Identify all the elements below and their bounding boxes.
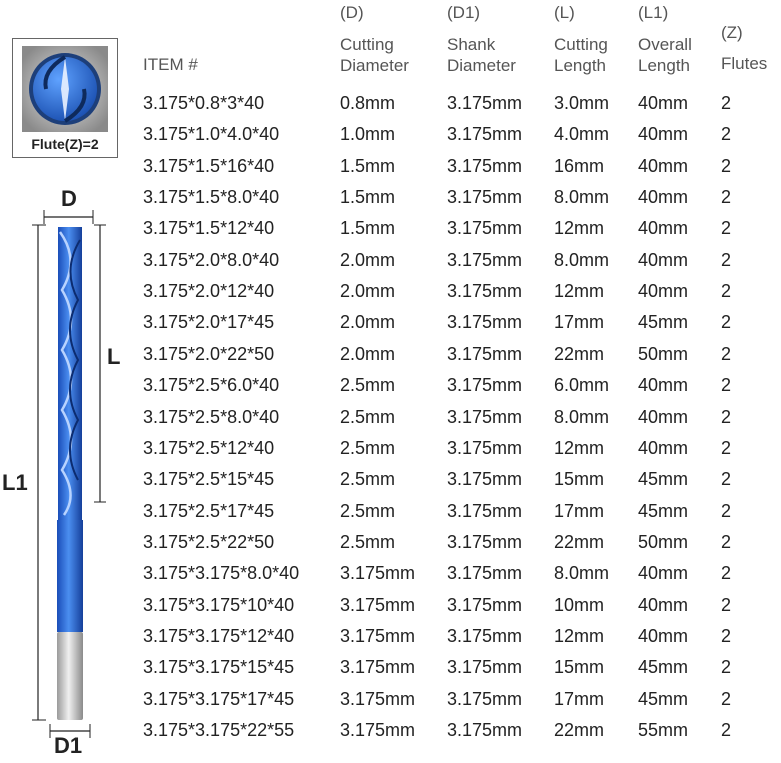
overall-length-cell: 40mm	[638, 281, 689, 302]
item-number-cell: 3.175*2.5*8.0*40	[143, 406, 280, 427]
cutting-diameter-cell: 1.5mm	[340, 187, 396, 208]
table-row	[0, 532, 781, 563]
overall-length-cell: 40mm	[638, 155, 689, 176]
item-number-cell: 3.175*2.5*12*40	[143, 437, 275, 458]
overall-length-cell: 50mm	[638, 343, 689, 364]
cutting-length-cell: 6.0mm	[554, 375, 610, 396]
shank-diameter-cell: 3.175mm	[447, 437, 523, 458]
item-number-cell: 3.175*1.0*4.0*40	[143, 124, 280, 145]
shank-diameter-cell: 3.175mm	[447, 657, 523, 678]
cutting-diameter-cell: 2.0mm	[340, 281, 396, 302]
flutes-cell: 2	[721, 657, 732, 678]
item-number-cell: 3.175*2.0*22*50	[143, 343, 275, 364]
flutes-cell: 2	[721, 375, 732, 396]
item-number-cell: 3.175*1.5*12*40	[143, 218, 275, 239]
dimension-label-d1: D1	[54, 733, 83, 758]
item-number-cell: 3.175*1.5*16*40	[143, 155, 275, 176]
cutting-diameter-cell: 2.5mm	[340, 375, 396, 396]
overall-length-cell: 40mm	[638, 124, 689, 145]
column-header-item	[143, 54, 198, 75]
shank-diameter-cell: 3.175mm	[447, 218, 523, 239]
item-number-cell: 3.175*3.175*17*45	[143, 688, 295, 709]
shank-diameter-cell: 3.175mm	[447, 594, 523, 615]
overall-length-cell: 40mm	[638, 93, 689, 113]
flutes-cell: 2	[721, 312, 732, 333]
overall-length-cell: 40mm	[638, 406, 689, 427]
cutting-length-cell: 8.0mm	[554, 563, 610, 584]
column-header-line2: Length	[638, 56, 690, 75]
item-number-cell: 3.175*3.175*22*55	[143, 720, 295, 740]
column-header-line1: Overall	[638, 35, 692, 54]
shank-diameter-cell: 3.175mm	[447, 343, 523, 364]
cutting-length-cell: 8.0mm	[554, 249, 610, 270]
overall-length-cell: 50mm	[638, 531, 689, 552]
cutting-diameter-cell: 3.175mm	[340, 657, 416, 678]
cutting-length-cell: 15mm	[554, 657, 605, 678]
item-number-cell: 3.175*2.5*17*45	[143, 500, 275, 521]
table-row	[0, 250, 781, 281]
table-row	[0, 407, 781, 438]
column-header-shank-diameter	[447, 2, 516, 76]
overall-length-cell: 40mm	[638, 625, 689, 646]
column-header-symbol: (L)	[554, 3, 575, 22]
column-header-line1: Cutting	[340, 35, 394, 54]
overall-length-cell: 45mm	[638, 657, 689, 678]
cutting-length-cell: 3.0mm	[554, 93, 610, 113]
column-header-symbol: (D1)	[447, 3, 481, 22]
item-number-cell: 3.175*3.175*10*40	[143, 594, 295, 615]
overall-length-cell: 40mm	[638, 437, 689, 458]
flutes-cell: 2	[721, 187, 732, 208]
table-row	[0, 375, 781, 406]
item-number-cell: 3.175*3.175*15*45	[143, 657, 295, 678]
flutes-cell: 2	[721, 437, 732, 458]
cutting-diameter-cell: 2.5mm	[340, 469, 396, 490]
cutting-diameter-cell: 3.175mm	[340, 720, 416, 740]
column-header-cutting-length	[554, 2, 608, 76]
column-header-symbol: (Z)	[721, 23, 743, 42]
cutting-diameter-cell: 3.175mm	[340, 688, 416, 709]
shank-diameter-cell: 3.175mm	[447, 688, 523, 709]
overall-length-cell: 40mm	[638, 563, 689, 584]
flutes-cell: 2	[721, 469, 732, 490]
flutes-cell: 2	[721, 155, 732, 176]
table-row	[0, 563, 781, 594]
table-row	[0, 657, 781, 688]
cutting-length-cell: 10mm	[554, 594, 605, 615]
shank-diameter-cell: 3.175mm	[447, 500, 523, 521]
flutes-cell: 2	[721, 500, 732, 521]
cutting-diameter-cell: 2.5mm	[340, 531, 396, 552]
shank-diameter-cell: 3.175mm	[447, 187, 523, 208]
cutting-diameter-cell: 3.175mm	[340, 625, 416, 646]
cutting-length-cell: 8.0mm	[554, 406, 610, 427]
cutting-length-cell: 8.0mm	[554, 187, 610, 208]
cutting-diameter-cell: 2.5mm	[340, 406, 396, 427]
flutes-cell: 2	[721, 249, 732, 270]
dimension-label-d: D	[61, 186, 77, 211]
cutting-diameter-cell: 2.0mm	[340, 312, 396, 333]
dimension-label-l1: L1	[2, 470, 28, 495]
column-header-line2: Diameter	[447, 56, 516, 75]
table-row	[0, 720, 781, 751]
cutting-length-cell: 17mm	[554, 688, 605, 709]
flutes-cell: 2	[721, 93, 732, 113]
overall-length-cell: 45mm	[638, 469, 689, 490]
shank-diameter-cell: 3.175mm	[447, 720, 523, 740]
table-row	[0, 501, 781, 532]
cutting-diameter-cell: 0.8mm	[340, 93, 396, 113]
shank-diameter-cell: 3.175mm	[447, 312, 523, 333]
table-row	[0, 281, 781, 312]
item-number-cell: 3.175*2.5*6.0*40	[143, 375, 280, 396]
item-number-cell: 3.175*1.5*8.0*40	[143, 187, 280, 208]
overall-length-cell: 40mm	[638, 218, 689, 239]
shank-diameter-cell: 3.175mm	[447, 563, 523, 584]
shank-diameter-cell: 3.175mm	[447, 469, 523, 490]
item-number-cell: 3.175*0.8*3*40	[143, 93, 265, 113]
flutes-cell: 2	[721, 563, 732, 584]
column-header-line1: Shank	[447, 35, 496, 54]
overall-length-cell: 40mm	[638, 594, 689, 615]
cutting-length-cell: 16mm	[554, 155, 605, 176]
flutes-cell: 2	[721, 720, 732, 740]
item-number-cell: 3.175*2.0*17*45	[143, 312, 275, 333]
shank-diameter-cell: 3.175mm	[447, 281, 523, 302]
shank-diameter-cell: 3.175mm	[447, 155, 523, 176]
cutting-diameter-cell: 2.5mm	[340, 500, 396, 521]
cutting-diameter-cell: 3.175mm	[340, 563, 416, 584]
shank-diameter-cell: 3.175mm	[447, 406, 523, 427]
cutting-diameter-cell: 3.175mm	[340, 594, 416, 615]
table-row	[0, 124, 781, 155]
table-row	[0, 93, 781, 124]
cutting-diameter-cell: 1.0mm	[340, 124, 396, 145]
table-row	[0, 156, 781, 187]
table-row	[0, 218, 781, 249]
cutting-diameter-cell: 1.5mm	[340, 218, 396, 239]
column-header-overall-length	[638, 2, 692, 76]
table-row	[0, 689, 781, 720]
cutting-diameter-cell: 1.5mm	[340, 155, 396, 176]
cutting-diameter-cell: 2.0mm	[340, 343, 396, 364]
cutting-length-cell: 12mm	[554, 281, 605, 302]
cutting-length-cell: 15mm	[554, 469, 605, 490]
overall-length-cell: 45mm	[638, 688, 689, 709]
item-number-cell: 3.175*2.0*12*40	[143, 281, 275, 302]
column-header-line2: Flutes	[721, 54, 768, 73]
shank-diameter-cell: 3.175mm	[447, 625, 523, 646]
dimension-label-l: L	[107, 344, 121, 369]
item-number-cell: 3.175*3.175*12*40	[143, 625, 295, 646]
cutting-length-cell: 22mm	[554, 720, 605, 740]
table-row	[0, 187, 781, 218]
cutting-diameter-cell: 2.5mm	[340, 437, 396, 458]
item-number-cell: 3.175*3.175*8.0*40	[143, 563, 300, 584]
flutes-cell: 2	[721, 406, 732, 427]
cutting-length-cell: 17mm	[554, 500, 605, 521]
shank-diameter-cell: 3.175mm	[447, 249, 523, 270]
cutting-length-cell: 4.0mm	[554, 124, 610, 145]
flute-count-label: Flute(Z)=2	[31, 136, 99, 152]
shank-diameter-cell: 3.175mm	[447, 93, 523, 113]
cutting-length-cell: 12mm	[554, 218, 605, 239]
flutes-cell: 2	[721, 531, 732, 552]
overall-length-cell: 40mm	[638, 187, 689, 208]
column-header-line1: Cutting	[554, 35, 608, 54]
cutting-length-cell: 22mm	[554, 531, 605, 552]
flutes-cell: 2	[721, 625, 732, 646]
shank-diameter-cell: 3.175mm	[447, 375, 523, 396]
table-row	[0, 312, 781, 343]
flutes-cell: 2	[721, 124, 732, 145]
overall-length-cell: 40mm	[638, 249, 689, 270]
column-header-line2: Length	[554, 56, 606, 75]
cutting-diameter-cell: 2.0mm	[340, 249, 396, 270]
flutes-cell: 2	[721, 218, 732, 239]
table-row	[0, 626, 781, 657]
column-header-symbol: (L1)	[638, 3, 669, 22]
overall-length-cell: 40mm	[638, 375, 689, 396]
flutes-cell: 2	[721, 688, 732, 709]
cutting-length-cell: 12mm	[554, 437, 605, 458]
table-row	[0, 469, 781, 500]
overall-length-cell: 45mm	[638, 312, 689, 333]
overall-length-cell: 55mm	[638, 720, 689, 740]
table-row	[0, 344, 781, 375]
column-header-symbol: (D)	[340, 3, 364, 22]
table-row	[0, 438, 781, 469]
column-header-cutting-diameter	[340, 2, 409, 76]
column-header-line2: ITEM #	[143, 55, 198, 74]
shank-diameter-cell: 3.175mm	[447, 124, 523, 145]
flutes-cell: 2	[721, 594, 732, 615]
overall-length-cell: 45mm	[638, 500, 689, 521]
flutes-cell: 2	[721, 343, 732, 364]
item-number-cell: 3.175*2.5*15*45	[143, 469, 275, 490]
table-row	[0, 595, 781, 626]
item-number-cell: 3.175*2.5*22*50	[143, 531, 275, 552]
shank-diameter-cell: 3.175mm	[447, 531, 523, 552]
cutting-length-cell: 22mm	[554, 343, 605, 364]
item-number-cell: 3.175*2.0*8.0*40	[143, 249, 280, 270]
column-header-line2: Diameter	[340, 56, 409, 75]
cutting-length-cell: 17mm	[554, 312, 605, 333]
column-header-flutes	[721, 22, 767, 74]
flutes-cell: 2	[721, 281, 732, 302]
cutting-length-cell: 12mm	[554, 625, 605, 646]
